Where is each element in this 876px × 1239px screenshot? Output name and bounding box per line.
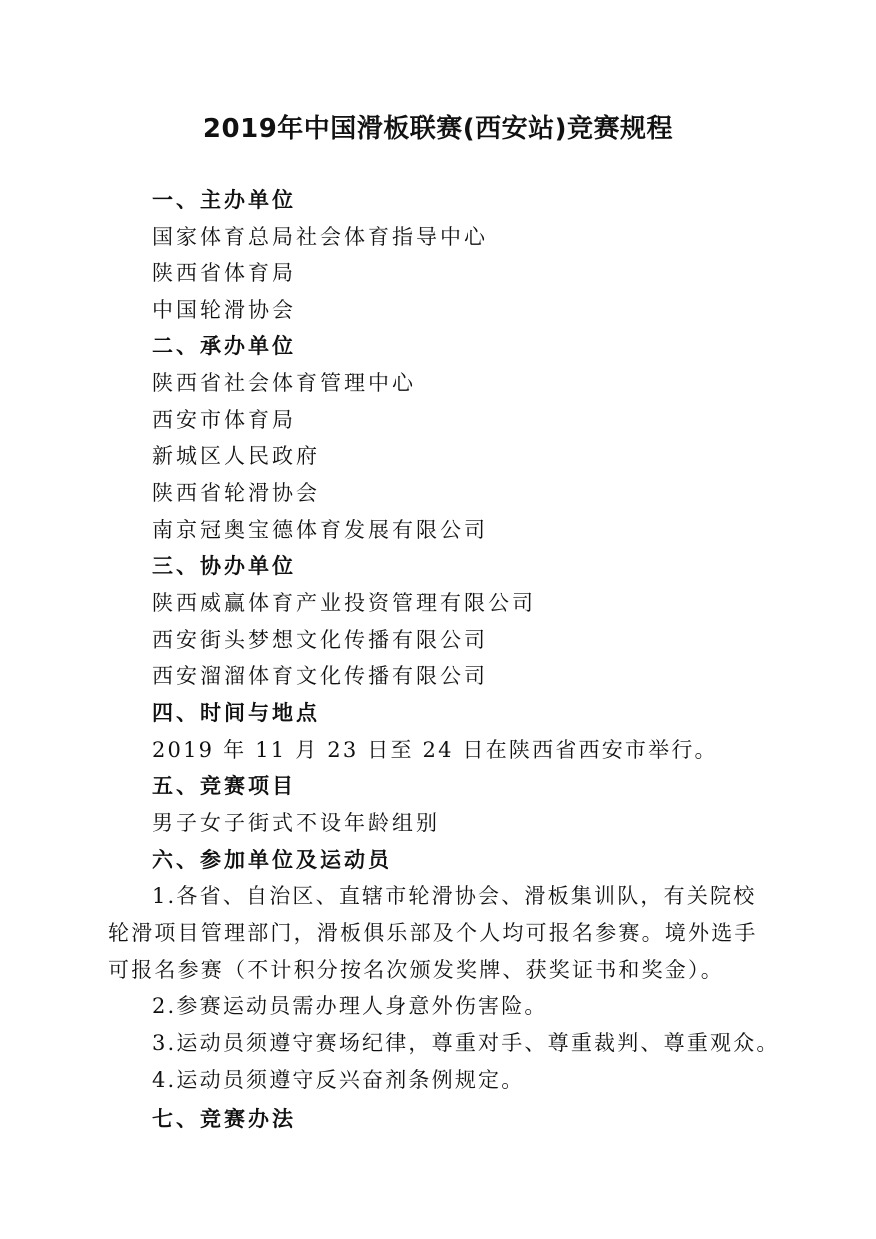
organizer-item: 国家体育总局社会体育指导中心	[152, 225, 488, 249]
participants-para-1-line-1: 1.各省、自治区、直辖市轮滑协会、滑板集训队，有关院校	[152, 884, 757, 908]
section-heading-organizers: 一、主办单位	[152, 188, 296, 212]
host-item: 西安市体育局	[152, 408, 296, 432]
participants-para-4: 4.运动员须遵守反兴奋剂条例规定。	[152, 1068, 525, 1092]
participants-para-2: 2.参赛运动员需办理人身意外伤害险。	[152, 994, 548, 1018]
organizer-item: 陕西省体育局	[152, 261, 296, 285]
co-organizer-item: 西安溜溜体育文化传播有限公司	[152, 664, 488, 688]
participants-para-3: 3.运动员须遵守赛场纪律，尊重对手、尊重裁判、尊重观众。	[152, 1031, 780, 1055]
events-text: 男子女子街式不设年龄组别	[152, 811, 440, 835]
co-organizer-item: 陕西威赢体育产业投资管理有限公司	[152, 591, 536, 615]
time-place-text: 2019 年 11 月 23 日至 24 日在陕西省西安市举行。	[152, 738, 718, 762]
co-organizer-item: 西安街头梦想文化传播有限公司	[152, 628, 488, 652]
section-heading-participants: 六、参加单位及运动员	[152, 848, 392, 872]
host-item: 南京冠奥宝德体育发展有限公司	[152, 518, 488, 542]
section-heading-time-place: 四、时间与地点	[152, 701, 320, 725]
host-item: 新城区人民政府	[152, 444, 320, 468]
section-heading-co-organizers: 三、协办单位	[152, 554, 296, 578]
organizer-item: 中国轮滑协会	[152, 298, 296, 322]
section-heading-competition-rules: 七、竞赛办法	[152, 1107, 296, 1131]
host-item: 陕西省社会体育管理中心	[152, 371, 416, 395]
section-heading-hosts: 二、承办单位	[152, 334, 296, 358]
participants-para-1-line-2: 轮滑项目管理部门，滑板俱乐部及个人均可报名参赛。境外选手	[108, 921, 758, 945]
host-item: 陕西省轮滑协会	[152, 481, 320, 505]
document-title: 2019年中国滑板联赛(西安站)竞赛规程	[202, 114, 674, 144]
participants-para-1-line-3: 可报名参赛（不计积分按名次颁发奖牌、获奖证书和奖金）。	[108, 958, 724, 982]
section-heading-events: 五、竞赛项目	[152, 774, 296, 798]
